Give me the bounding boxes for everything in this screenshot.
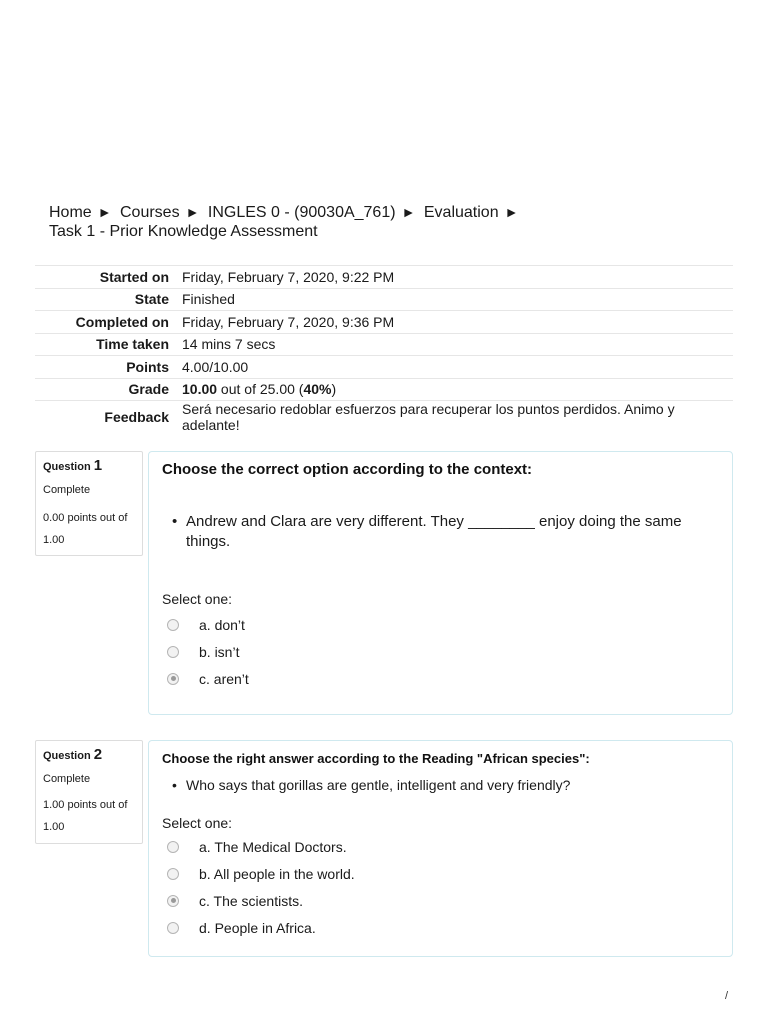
summary-value: Finished (182, 291, 235, 308)
breadcrumb-separator-icon: ► (97, 204, 112, 220)
radio-unchecked-icon[interactable] (167, 619, 179, 631)
option-text: b. isn’t (199, 643, 240, 660)
grade-text: out of 25.00 ( (217, 381, 304, 398)
question-number (43, 458, 135, 475)
summary-row-completed (35, 311, 733, 334)
summary-value: 14 mins 7 secs (182, 336, 276, 353)
option-text: d. People in Africa. (199, 919, 316, 936)
option-text: c. aren’t (199, 670, 249, 687)
option-text: b. All people in the world. (199, 865, 355, 882)
question-prompt: Choose the correct option according to the context: (162, 461, 533, 478)
answer-options (162, 833, 719, 941)
radio-checked-icon[interactable] (167, 673, 179, 685)
summary-value (182, 378, 733, 401)
select-one-label: Select one: (162, 591, 233, 607)
question-info-2 (35, 740, 143, 844)
question-text-list (162, 512, 719, 552)
radio-checked-icon[interactable] (167, 895, 179, 907)
answer-option-a[interactable] (162, 611, 719, 638)
breadcrumb-separator-icon: ► (185, 204, 200, 220)
question-grade: 1.00 points out of 1.00 (43, 799, 128, 833)
question-content-2 (148, 740, 733, 957)
answer-option-c[interactable] (162, 887, 719, 914)
option-text: a. don’t (199, 616, 245, 633)
question-label: Question (43, 461, 91, 473)
summary-value: Será necesario redoblar esfuerzos para recuperar los puntos perdidos. Animo y adelante! (182, 401, 675, 433)
summary-label: Completed on (75, 313, 169, 330)
summary-value: Friday, February 7, 2020, 9:36 PM (182, 313, 395, 330)
question-grade: 0.00 points out of 1.00 (43, 512, 128, 546)
summary-value: 4.00/10.00 (182, 358, 249, 375)
question-text: • Who says that gorillas are gentle, intelligent and very friendly? (162, 776, 719, 794)
answer-option-d[interactable] (162, 914, 719, 941)
answer-option-b[interactable] (162, 860, 719, 887)
radio-unchecked-icon[interactable] (167, 841, 179, 853)
question-content-1 (148, 451, 733, 715)
breadcrumb-course-link[interactable]: INGLES 0 - (90030A_761) (207, 204, 396, 221)
summary-label: Time taken (96, 336, 169, 353)
summary-value: Friday, February 7, 2020, 9:22 PM (182, 268, 395, 285)
radio-unchecked-icon[interactable] (167, 868, 179, 880)
option-text: a. The Medical Doctors. (199, 838, 347, 855)
breadcrumb (49, 203, 569, 241)
grade-percent: 40% (303, 381, 332, 398)
breadcrumb-separator-icon: ► (401, 204, 416, 220)
breadcrumb-separator-icon: ► (504, 204, 519, 220)
option-text: c. The scientists. (199, 892, 304, 909)
question-state: Complete (43, 484, 91, 496)
question-text-list (162, 776, 719, 794)
summary-row-grade (35, 378, 733, 401)
breadcrumb-home-link[interactable]: Home (49, 204, 92, 221)
question-label: Question (43, 750, 91, 762)
answer-options (162, 611, 719, 692)
radio-unchecked-icon[interactable] (167, 646, 179, 658)
summary-label: Started on (99, 268, 169, 285)
radio-unchecked-icon[interactable] (167, 922, 179, 934)
summary-label: Feedback (104, 409, 169, 425)
breadcrumb-courses-link[interactable]: Courses (120, 204, 180, 221)
question-state: Complete (43, 773, 91, 785)
summary-row-points (35, 356, 733, 379)
question-prompt: Choose the right answer according to the Reading "African species": (162, 751, 590, 766)
answer-option-c[interactable] (162, 665, 719, 692)
grade-value: 10.00 (182, 381, 218, 398)
question-number-value: 2 (93, 746, 103, 763)
breadcrumb-evaluation-link[interactable]: Evaluation (423, 204, 499, 221)
summary-row-feedback (35, 401, 733, 434)
page-mark: / (725, 990, 729, 1002)
summary-label: Points (126, 358, 169, 375)
answer-option-b[interactable] (162, 638, 719, 665)
breadcrumb-task-link[interactable]: Task 1 - Prior Knowledge Assessment (49, 223, 318, 240)
summary-row-started (35, 266, 733, 289)
question-number-value: 1 (93, 457, 103, 474)
attempt-summary-table (35, 265, 733, 433)
question-info-1 (35, 451, 143, 556)
summary-row-time-taken (35, 333, 733, 356)
question-text: • Andrew and Clara are very different. They ________ enjoy doing the same things. (162, 512, 719, 552)
summary-row-state (35, 288, 733, 311)
summary-label: Grade (128, 381, 169, 398)
grade-text-end: ) (331, 381, 337, 398)
answer-option-a[interactable] (162, 833, 719, 860)
select-one-label: Select one: (162, 815, 233, 831)
question-number (43, 747, 135, 764)
summary-label: State (134, 291, 169, 308)
